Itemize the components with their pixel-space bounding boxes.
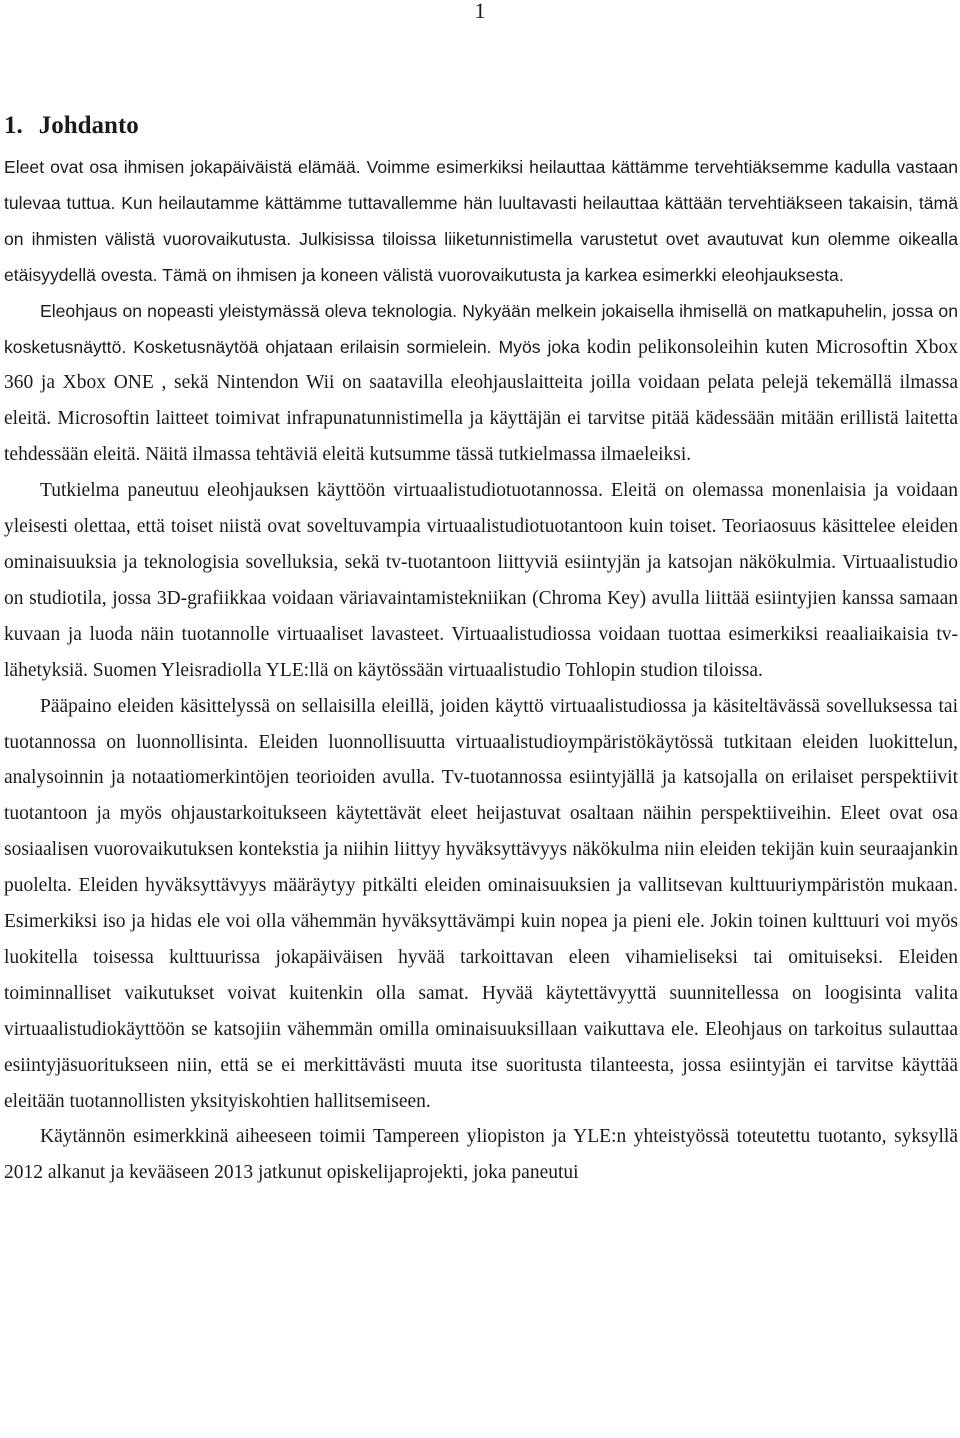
section-heading [4, 108, 139, 144]
section-title: Johdanto [38, 112, 139, 139]
paragraph-thesis-scope: Tutkielma paneutuu eleohjauksen käyttöön virtuaalistudiotuotannossa. Eleitä on olemassa monenlaisia ja voidaan yleisesti olettaa, että toiset niistä ovat soveltuvampia virtuaalistudiotuotantoon kuin toiset. Teoriaosuus käsittelee eleiden ominaisuuksia ja teknologisia sovelluksia, sekä tv-tuotantoon liittyviä esiintyjän ja katsojan näkökulmia. Virtuaalistudio on studiotila, jossa 3D-grafiikkaa voidaan väriavaintamistekniikan (Chroma Key) avulla liittää esiintyjien kanssa samaan kuvaan ja luoda näin tuotannolle virtuaaliset lavasteet. Virtuaalistudiossa voidaan tuottaa esimerkiksi reaaliaikaisia tv-lähetyksiä. Suomen Yleisradiolla YLE:llä on käytössään virtuaalistudio Tohlopin studion tiloissa. [4, 480, 958, 681]
paragraph-focus: Pääpaino eleiden käsittelyssä on sellaisilla eleillä, joiden käyttö virtuaalistudiossa ja käsiteltävässä sovelluksessa tai tuotannossa on luonnollisinta. Eleiden luonnollisuutta virtuaalistudioympäristökäytössä tutkitaan eleiden luokittelun, analysoinnin ja notaatiomerkintöjen teorioiden avulla. Tv-tuotannossa esiintyjällä ja katsojalla on erilaiset perspektiivit tuotantoon ja myös ohjaustarkoitukseen käytettävät eleet heijastuvat osaltaan näihin perspektiiveihin. Eleet ovat osa sosiaalisen vuorovaikutuksen kontekstia ja niihin liittyy hyväksyttävyys näkökulma niin eleiden tekijän kuin seuraajankin puolelta. Eleiden hyväksyttävyys määräytyy pitkälti eleiden ominaisuuksien ja vallitsevan kulttuuriympäristön mukaan. Esimerkiksi iso ja hidas ele voi olla vähemmän hyväksyttävämpi kuin nopea ja pieni ele. Jokin toinen kulttuuri voi myös luokitella toisessa kulttuurissa jokapäiväisen hyvää tarkoittavan eleen vihamieliseksi tai omituiseksi. Eleiden toiminnalliset vaikutukset voivat kuitenkin olla samat. Hyvää käytettävyyttä suunnitellessa on loogisinta valita virtuaalistudiokäyttöön se katsojiin vähemmän omilla ominaisuuksillaan vaikuttava ele. Eleohjaus on tarkoitus sulauttaa esiintyjäsuoritukseen niin, että se ei merkittävästi muuta itse suoritusta tilanteesta, jossa esiintyjän ei tarvitse käyttää eleitään tuotannollisten yksityiskohtien hallitsemiseen. [4, 695, 958, 1112]
paragraph-example: Käytännön esimerkkinä aiheeseen toimii Tampereen yliopiston ja YLE:n yhteistyössä toteutettu tuotanto, syksyllä 2012 alkanut ja kevääseen 2013 jatkunut opiskelijaprojekti, joka paneutui [4, 1126, 958, 1184]
document-body [4, 150, 958, 1191]
paragraph-gesture-technology-text-a: Eleohjaus on nopeasti yleistymässä oleva teknologia. Nykyään melkein jokaisella ihmisellä on matkapuhelin, jossa on kosketusnäyttö. Kosketusnäytöä ohjataan erilaisin sormielein. Myös joka [4, 300, 958, 357]
section-number: 1. [4, 112, 23, 139]
paragraph-intro-text: Eleet ovat osa ihmisen jokapäiväistä elämää. Voimme esimerkiksi heilauttaa kättämme tervehtiäksemme kadulla vastaan tulevaa tuttua. Kun heilautamme kättämme tuttavallemme hän luultavasti heilauttaa kättään tervehtiäkseen takaisin, tämä on ihmisten välistä vuorovaikutusta. Julkisissa tiloissa liiketunnistimella varustetut ovet avautuvat kun olemme oikealla etäisyydellä ovesta. Tämä on ihmisen ja koneen välistä vuorovaikutusta ja karkea esimerkki eleohjauksesta. [4, 157, 958, 285]
page-number: 1 [474, 0, 486, 23]
paragraph-gesture-technology [4, 294, 958, 474]
paragraph-gesture-technology-text-b: kodin pelikonsoleihin kuten Microsoftin Xbox 360 ja Xbox ONE , sekä Nintendon Wii on saatavilla eleohjauslaitteita joilla voidaan pelata pelejä tekemällä ilmassa eleitä. Microsoftin laitteet toimivat infrapunatunnistimella ja käyttäjän ei tarvitse pitää kädessään mitään erillistä laitetta tehdessään eleitä. Näitä ilmassa tehtäviä eleitä kutsumme tässä tutkielmassa ilmaeleiksi. [4, 336, 959, 466]
paragraph-intro [4, 150, 958, 294]
